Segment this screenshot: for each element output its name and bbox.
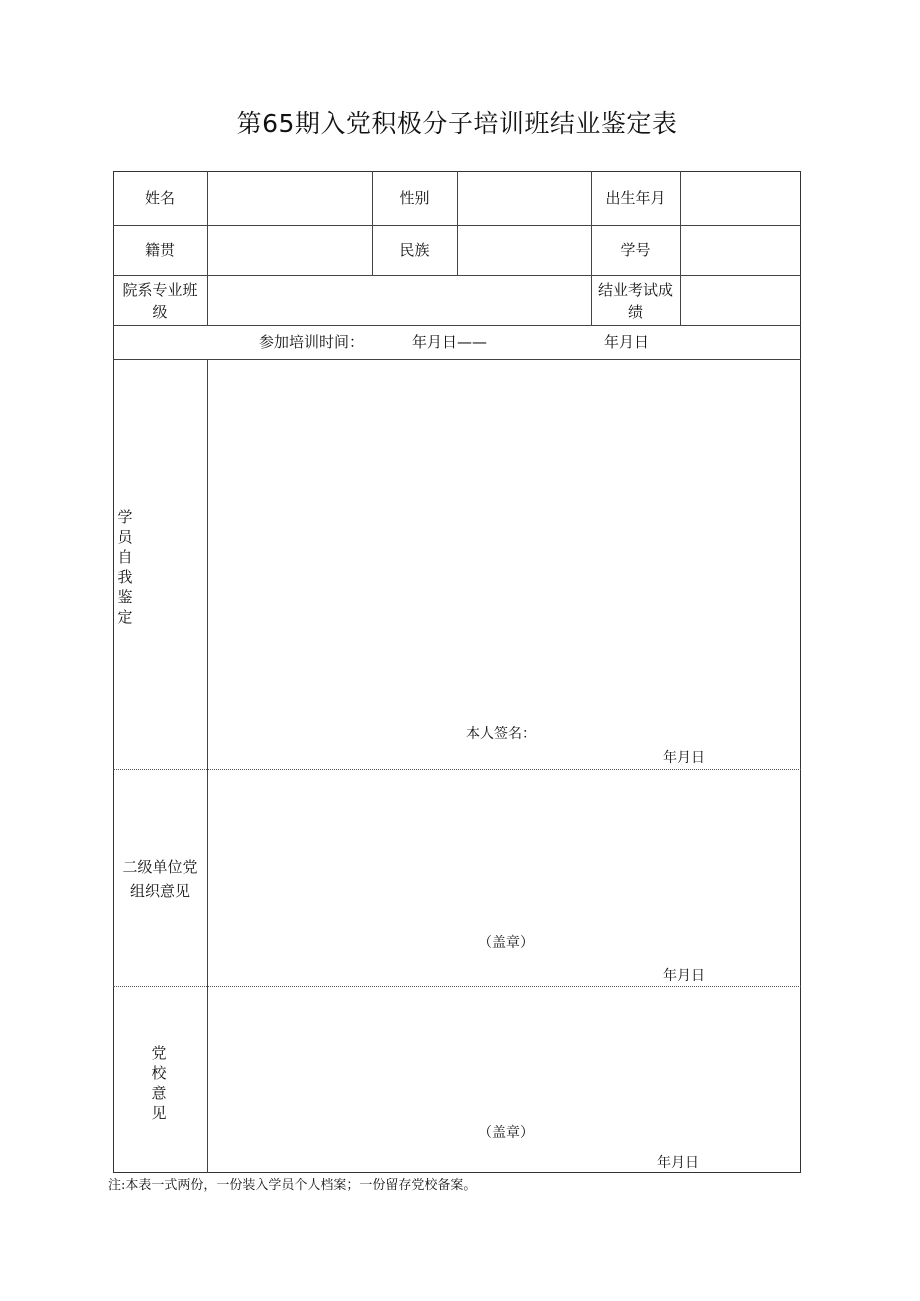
gender-label: 性别 bbox=[399, 189, 430, 207]
exam-score-label: 结业考试成 bbox=[597, 281, 673, 299]
footnote: 注:本表一式两份，一份装入学员个人档案；一份留存党校备案。 bbox=[108, 1178, 477, 1193]
training-time-label: 参加培训时间： bbox=[259, 333, 365, 351]
unit-opinion-area[interactable] bbox=[208, 771, 800, 931]
exam-score-label-cont: 绩 bbox=[627, 303, 643, 321]
school-opinion-date: 年月日 bbox=[657, 1155, 699, 1171]
training-start-date[interactable]: 年月日—— bbox=[412, 333, 488, 351]
name-label: 姓名 bbox=[144, 189, 175, 207]
self-eval-area[interactable] bbox=[208, 360, 800, 720]
student-id-field[interactable] bbox=[681, 226, 800, 274]
dept-label-cont: 级 bbox=[152, 303, 168, 321]
dept-field[interactable] bbox=[208, 276, 590, 324]
self-eval-date: 年月日 bbox=[663, 750, 705, 766]
school-seal-label: （盖章） bbox=[478, 1125, 534, 1141]
unit-opinion-label: 二级单位党 bbox=[122, 858, 198, 876]
row-divider bbox=[113, 769, 801, 770]
school-opinion-label: 党 校 意 见 bbox=[151, 1044, 167, 1122]
row-divider bbox=[113, 325, 801, 326]
unit-seal-label: （盖章） bbox=[478, 935, 534, 951]
unit-opinion-date: 年月日 bbox=[663, 968, 705, 984]
birth-label: 出生年月 bbox=[605, 189, 666, 207]
birth-field[interactable] bbox=[681, 172, 800, 224]
page-title: 第65期入党积极分子培训班结业鉴定表 bbox=[236, 109, 678, 138]
student-id-label: 学号 bbox=[620, 241, 651, 259]
origin-field[interactable] bbox=[208, 226, 371, 274]
unit-opinion-label-cont: 组织意见 bbox=[129, 882, 190, 900]
signature-label: 本人签名： bbox=[466, 726, 536, 742]
self-eval-label: 学 员 自 我 鉴 定 bbox=[117, 508, 133, 626]
dept-label: 院系专业班 bbox=[122, 281, 198, 299]
exam-score-field[interactable] bbox=[681, 276, 800, 324]
ethnicity-label: 民族 bbox=[399, 241, 430, 259]
origin-label: 籍贯 bbox=[144, 241, 175, 259]
ethnicity-field[interactable] bbox=[458, 226, 590, 274]
school-opinion-area[interactable] bbox=[208, 988, 800, 1118]
name-field[interactable] bbox=[208, 172, 371, 224]
training-end-date[interactable]: 年月日 bbox=[604, 333, 650, 351]
gender-field[interactable] bbox=[458, 172, 590, 224]
